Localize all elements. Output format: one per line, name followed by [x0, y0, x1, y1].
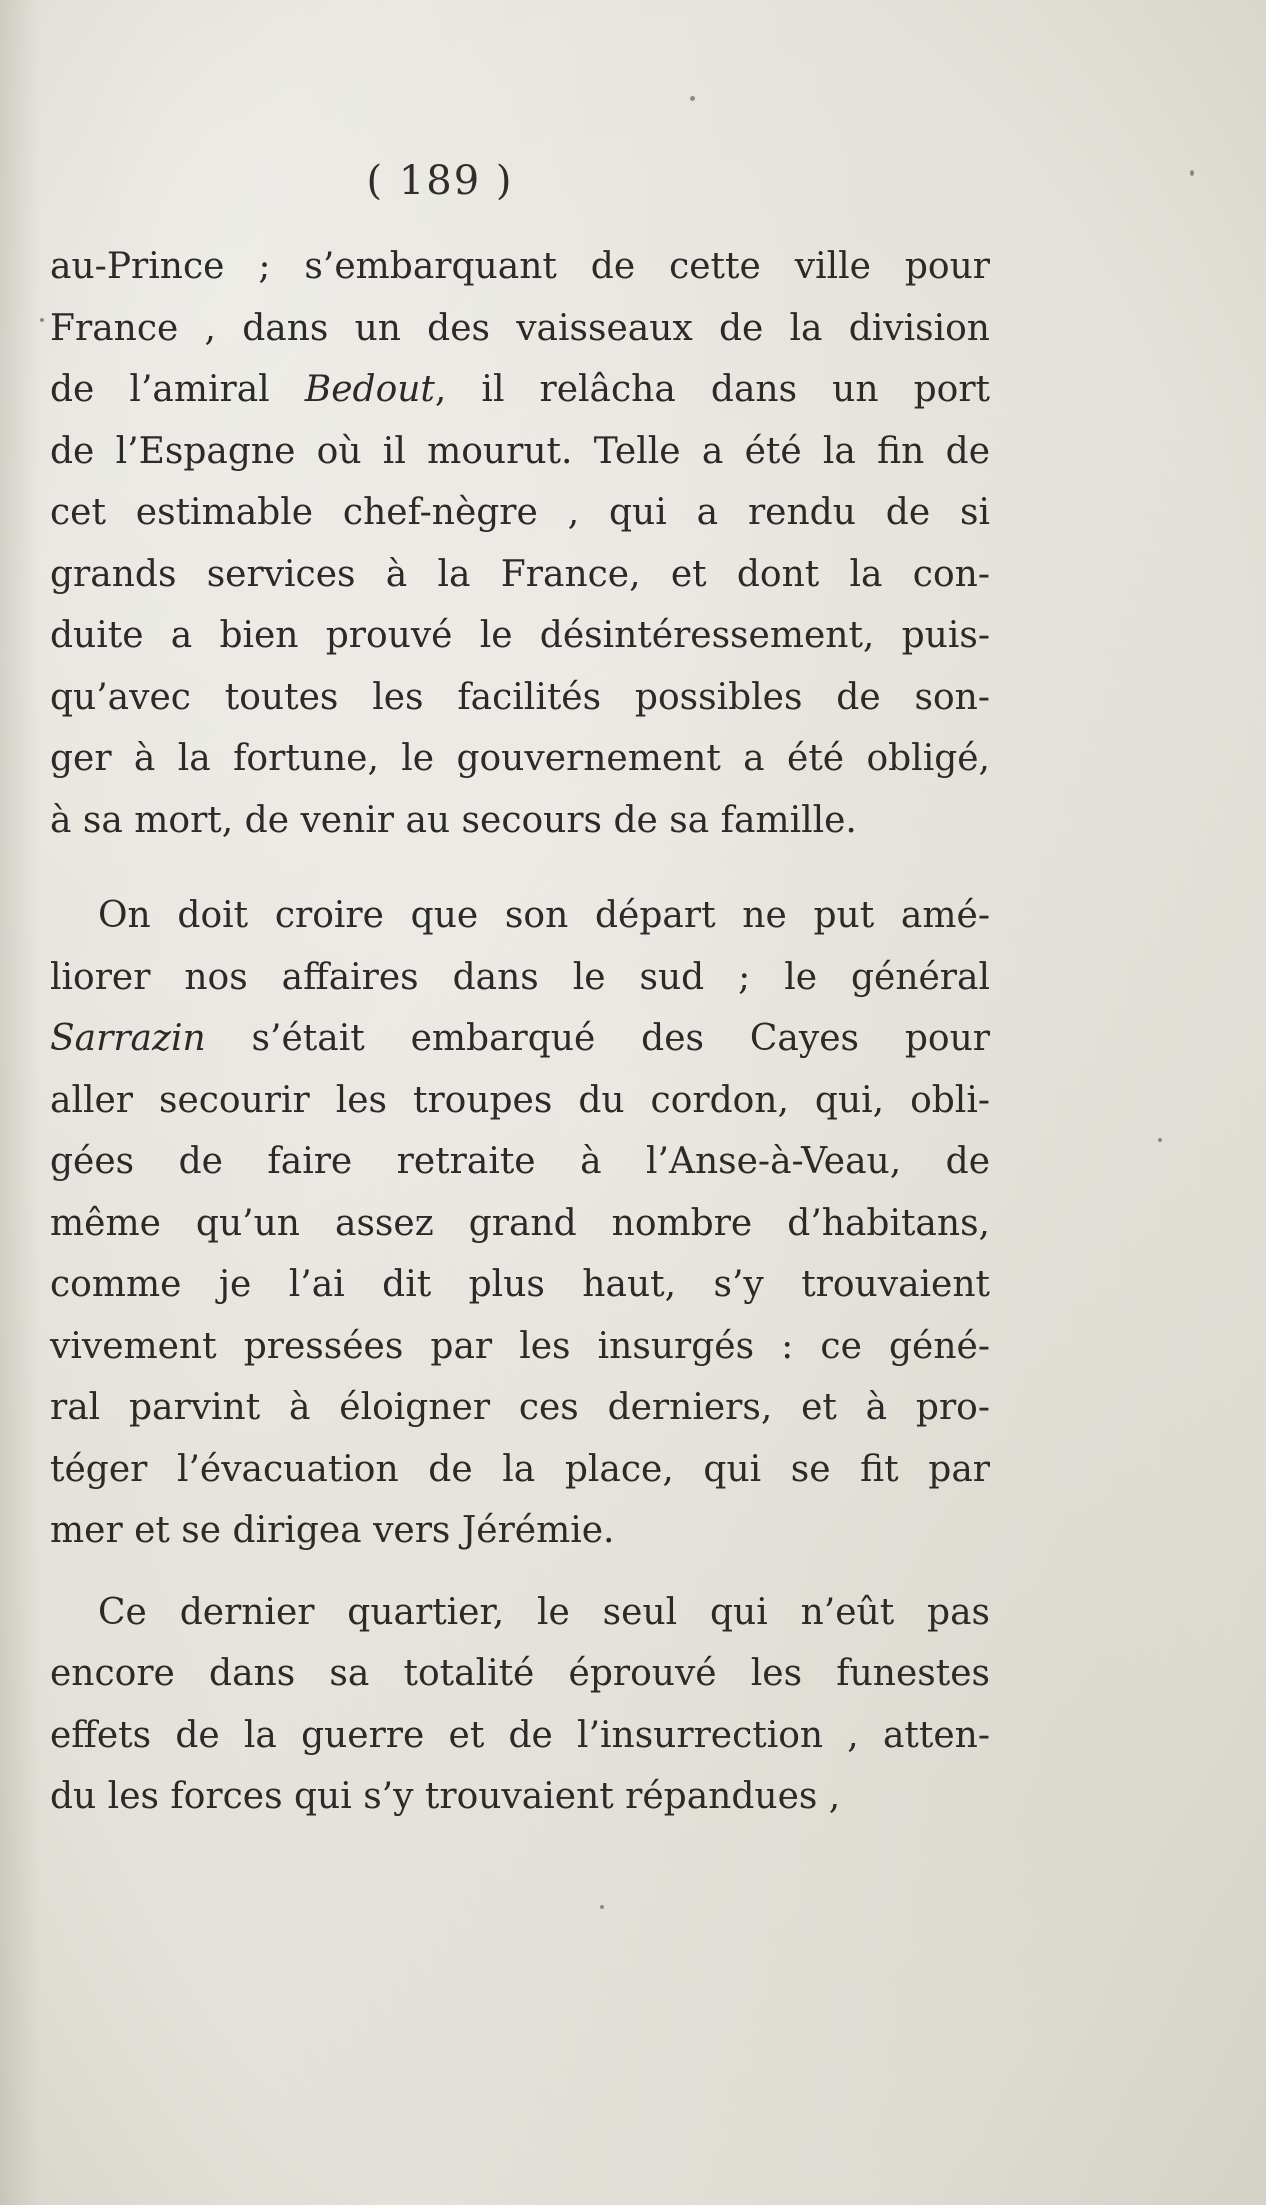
text-line: France , dans un des vaisseaux de la division: [50, 307, 990, 349]
text-line: liorer nos affaires dans le sud ; le général: [50, 956, 990, 998]
text-line: même qu’un assez grand nombre d’habitans,: [50, 1202, 990, 1244]
text-line: On doit croire que son départ ne put amé-: [98, 895, 990, 936]
paragraph-3: [50, 1582, 990, 1828]
italic-name: Bedout: [304, 369, 435, 410]
text-line: cet estimable chef-nègre , qui a rendu de si: [50, 492, 990, 533]
text-line: téger l’évacuation de la place, qui se fit par: [50, 1448, 990, 1490]
paragraph-1: [50, 236, 990, 851]
text-line: comme je l’ai dit plus haut, s’y trouvaient: [50, 1264, 990, 1305]
paper-speck: [1190, 170, 1194, 176]
paper-speck: [600, 1905, 604, 1909]
text-line: de l’amiral Bedout, il relâcha dans un port: [50, 369, 990, 410]
paper-speck: [690, 96, 695, 101]
text-line: Sarrazin s’était embarqué des Cayes pour: [50, 1018, 990, 1059]
paper-speck: [1158, 1138, 1162, 1142]
text-line: ger à la fortune, le gouvernement a été obligé,: [50, 738, 990, 779]
text-line: à sa mort, de venir au secours de sa famille.: [50, 799, 857, 841]
paragraph-2: [50, 885, 990, 1562]
body-text: [50, 236, 990, 1828]
text-line: vivement pressées par les insurgés : ce géné-: [50, 1325, 990, 1367]
paragraph-spacer: [50, 1562, 990, 1582]
text-line: grands services à la France, et dont la con-: [50, 553, 990, 595]
page-number: ( 189 ): [366, 158, 514, 204]
text-line: gées de faire retraite à l’Anse-à-Veau, de: [50, 1141, 990, 1182]
text-line: du les forces qui s’y trouvaient répandues ,: [50, 1776, 841, 1817]
paragraph-spacer: [50, 851, 990, 885]
text-line: duite a bien prouvé le désintéressement, puis-: [50, 615, 990, 656]
italic-name: Sarrazin: [50, 1018, 206, 1059]
text-line: qu’avec toutes les facilités possibles de son-: [50, 676, 990, 718]
text-line: mer et se dirigea vers Jérémie.: [50, 1510, 615, 1551]
text-line: de l’Espagne où il mourut. Telle a été la fin de: [50, 430, 990, 472]
text-line: Ce dernier quartier, le seul qui n’eût pas: [98, 1591, 990, 1633]
text-line: effets de la guerre et de l’insurrection , atten-: [50, 1714, 990, 1756]
paper-speck: [40, 318, 44, 322]
text-line: aller secourir les troupes du cordon, qui, obli-: [50, 1079, 990, 1121]
text-line: ral parvint à éloigner ces derniers, et à pro-: [50, 1387, 990, 1428]
text-line: au-Prince ; s’embarquant de cette ville pour: [50, 246, 990, 287]
text-line: encore dans sa totalité éprouvé les funestes: [50, 1653, 990, 1694]
